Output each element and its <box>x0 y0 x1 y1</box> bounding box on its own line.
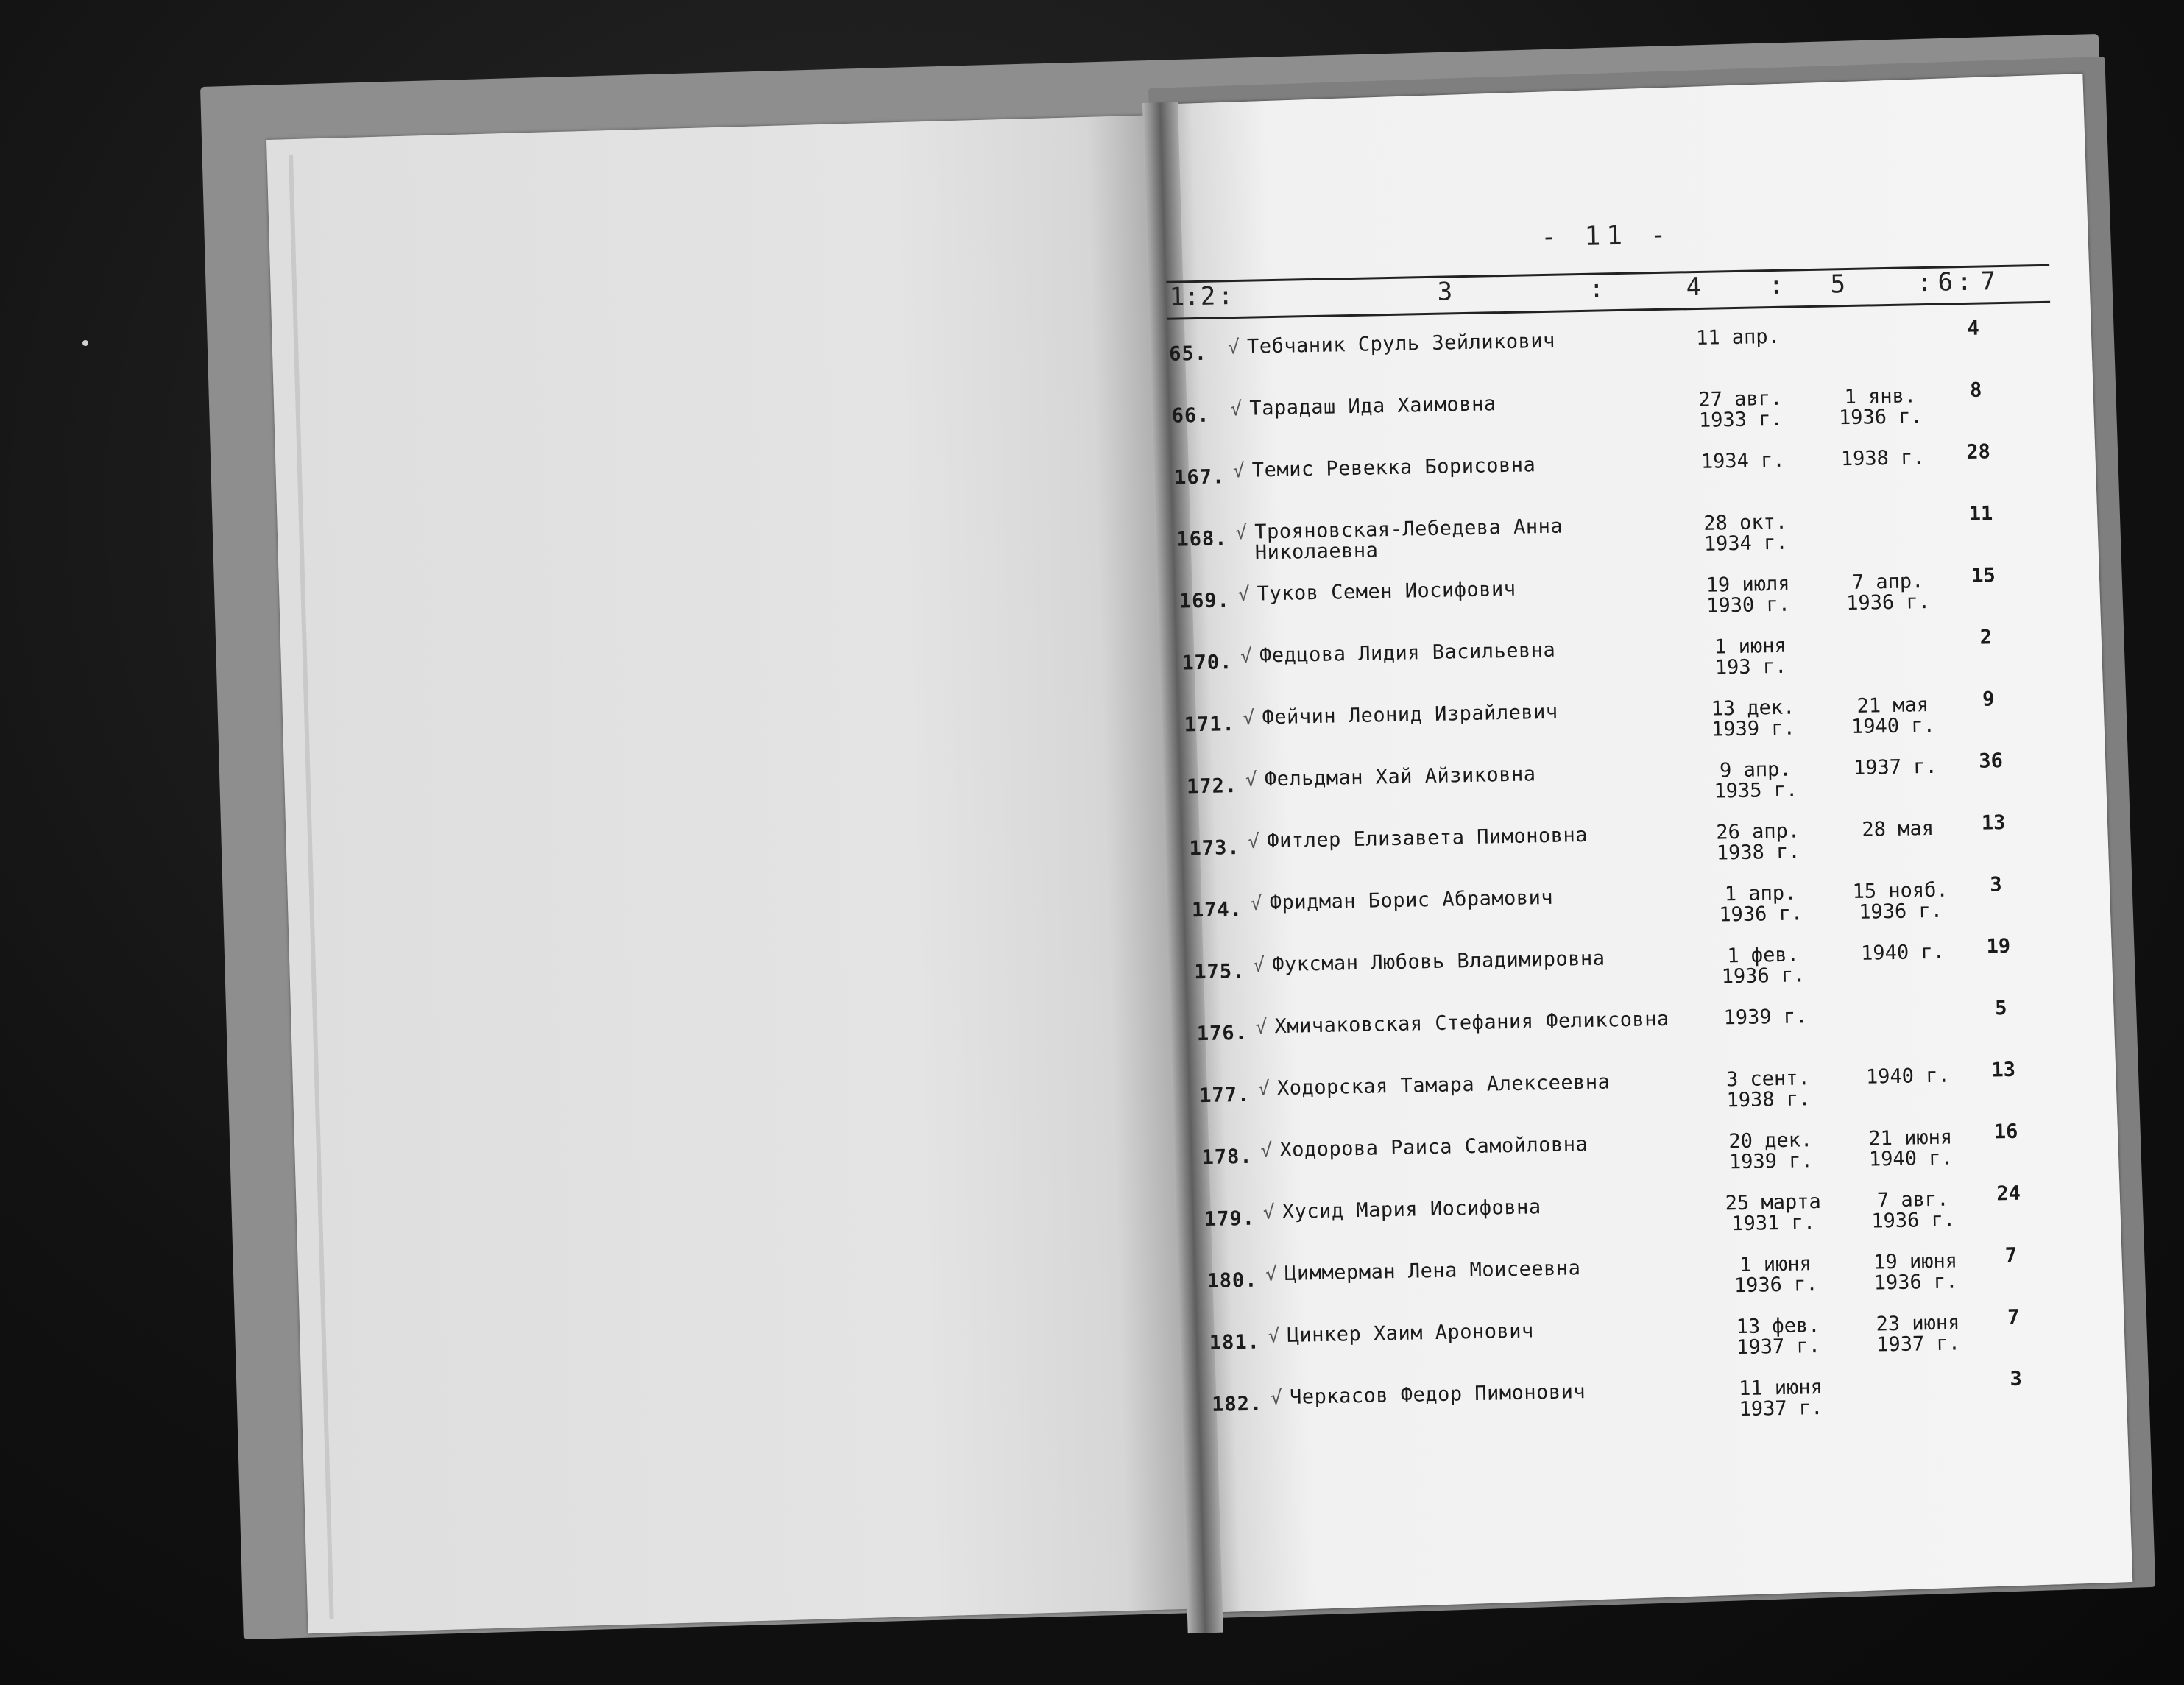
count-column-6: 3 <box>1990 873 2002 897</box>
check-mark-icon: √ <box>1240 645 1253 668</box>
date-column-4: 3 сент. 1938 г. <box>1725 1067 1811 1112</box>
count-column-6: 5 <box>1994 997 2007 1020</box>
person-name: Федцова Лидия Васильевна <box>1259 638 1556 668</box>
check-mark-icon: √ <box>1255 1016 1268 1039</box>
row-number: 174. <box>1191 897 1243 922</box>
count-column-6: 13 <box>1981 811 2006 835</box>
check-mark-icon: √ <box>1250 892 1262 915</box>
row-number: 167. <box>1173 465 1226 490</box>
date-column-5: 1 янв. 1936 г. <box>1838 384 1923 430</box>
date-column-4: 26 апр. 1938 г. <box>1716 819 1800 865</box>
date-column-5: 1938 г. <box>1840 446 1925 471</box>
person-name: Хусид Мария Иосифовна <box>1282 1195 1541 1223</box>
person-name: Циммерман Лена Моисеевна <box>1284 1257 1581 1285</box>
person-name: Тебчаник Сруль Зейликович <box>1246 329 1556 358</box>
check-mark-icon: √ <box>1260 1140 1273 1162</box>
check-mark-icon: √ <box>1230 398 1243 421</box>
person-name: Ходорова Раиса Самойловна <box>1279 1133 1588 1162</box>
check-mark-icon: √ <box>1235 521 1248 545</box>
date-column-5: 23 июня 1937 г. <box>1876 1311 1961 1357</box>
person-name: Темис Ревекка Борисовна <box>1251 453 1536 482</box>
date-column-5: 28 мая <box>1862 816 1934 841</box>
row-number: 169. <box>1178 589 1231 613</box>
header-rule-bottom <box>1167 301 2050 320</box>
page-number: - 11 - <box>1540 219 1672 253</box>
date-column-5: 15 нояб. 1936 г. <box>1852 878 1948 924</box>
person-name: Черкасов Федор Пимонович <box>1289 1380 1586 1409</box>
row-number: 182. <box>1211 1392 1263 1416</box>
row-number: 171. <box>1184 713 1236 737</box>
row-number: 170. <box>1181 651 1233 675</box>
check-mark-icon: √ <box>1262 1201 1275 1224</box>
row-number: 173. <box>1189 836 1240 861</box>
row-number: 172. <box>1186 774 1238 799</box>
date-column-4: 11 апр. <box>1695 325 1781 350</box>
count-column-6: 4 <box>1967 317 1980 340</box>
column-header-4: 4 <box>1686 272 1702 303</box>
person-name: Цинкер Хаим Аронович <box>1287 1319 1535 1347</box>
count-column-6: 15 <box>1971 564 1996 587</box>
date-column-4: 27 авг. 1933 г. <box>1698 386 1784 432</box>
count-column-6: 3 <box>2010 1367 2023 1391</box>
left-page-blank <box>266 115 1198 1633</box>
column-header-2: 2 <box>1200 281 1216 311</box>
count-column-6: 7 <box>2004 1243 2018 1268</box>
row-number: 65. <box>1168 342 1208 366</box>
count-column-6: 13 <box>1991 1058 2016 1082</box>
date-column-4: 25 марта 1931 г. <box>1725 1190 1822 1236</box>
count-column-6: 2 <box>1979 626 1993 649</box>
count-column-6: 28 <box>1966 440 1991 464</box>
date-column-5: 19 июня 1936 г. <box>1873 1249 1958 1295</box>
date-column-5: 1940 г. <box>1865 1064 1951 1089</box>
date-column-4: 20 дек. 1939 г. <box>1728 1128 1814 1174</box>
column-header-sep: : <box>1184 281 1200 312</box>
row-number: 168. <box>1176 527 1228 551</box>
date-column-4: 13 фев. 1937 г. <box>1736 1314 1821 1360</box>
person-name: Трояновская-Лебедева Анна Николаевна <box>1254 515 1563 565</box>
date-column-5: 7 апр. 1936 г. <box>1845 570 1931 615</box>
person-name: Тарадаш Ида Хаимовна <box>1249 392 1496 420</box>
person-name: Фуксман Любовь Владимировна <box>1271 947 1605 977</box>
column-header-sep: : <box>1218 281 1234 311</box>
check-mark-icon: √ <box>1237 583 1250 606</box>
date-column-4: 1 июня 1936 г. <box>1734 1252 1818 1298</box>
date-column-5: 21 мая 1940 г. <box>1851 693 1936 739</box>
person-name: Туков Семен Иосифович <box>1257 577 1516 606</box>
date-column-4: 13 дек. 1939 г. <box>1711 696 1796 741</box>
check-mark-icon: √ <box>1257 1078 1270 1101</box>
column-header-7: 7 <box>1980 266 1996 297</box>
date-column-4: 19 июля 1930 г. <box>1706 572 1791 618</box>
count-column-6: 36 <box>1979 749 2004 773</box>
column-header-sep: : <box>1768 270 1784 301</box>
person-name: Фейчин Леонид Израйлевич <box>1262 700 1558 730</box>
date-column-5: 7 авг. 1936 г. <box>1871 1187 1956 1233</box>
date-column-5: 21 июня 1940 г. <box>1868 1126 1953 1171</box>
column-header-6: 6 <box>1937 267 1954 297</box>
column-header-5: 5 <box>1830 269 1846 300</box>
check-mark-icon: √ <box>1270 1387 1283 1410</box>
person-name: Ходорская Тамара Алексеевна <box>1276 1070 1611 1101</box>
person-name: Хмичаковская Стефания Феликсовна <box>1274 1007 1669 1039</box>
date-column-5 <box>1808 323 1948 326</box>
row-number: 178. <box>1201 1145 1253 1170</box>
person-name: Фридман Борис Абрамович <box>1269 886 1554 915</box>
register-rows <box>1160 317 2079 1452</box>
check-mark-icon: √ <box>1227 336 1240 359</box>
column-header-1: 1 <box>1169 282 1185 312</box>
count-column-6: 7 <box>2007 1305 2020 1329</box>
count-column-6: 24 <box>1996 1181 2021 1206</box>
column-header-sep: : <box>1957 266 1973 297</box>
row-number: 179. <box>1204 1207 1256 1232</box>
date-column-4: 9 апр. 1935 г. <box>1714 757 1798 803</box>
check-mark-icon: √ <box>1245 769 1257 791</box>
person-name: Фельдман Хай Айзиковна <box>1264 763 1536 791</box>
count-column-6: 19 <box>1986 934 2011 958</box>
column-header-sep: : <box>1588 274 1605 304</box>
date-column-5: 1937 г. <box>1853 755 1937 780</box>
column-header-sep: : <box>1917 267 1933 298</box>
row-number: 175. <box>1194 959 1245 984</box>
check-mark-icon: √ <box>1243 707 1255 730</box>
row-number: 176. <box>1196 1021 1248 1046</box>
column-header-3: 3 <box>1437 277 1453 307</box>
date-column-4: 1 фев. 1936 г. <box>1721 943 1806 989</box>
check-mark-icon: √ <box>1265 1263 1278 1286</box>
row-number: 177. <box>1198 1083 1251 1108</box>
date-column-4: 1 апр. 1936 г. <box>1718 881 1803 927</box>
date-column-4: 1934 г. <box>1700 448 1785 473</box>
check-mark-icon: √ <box>1268 1325 1280 1348</box>
date-column-5: 1940 г. <box>1860 940 1946 965</box>
date-column-4: 11 июня 1937 г. <box>1738 1375 1823 1421</box>
count-column-6: 8 <box>1969 378 1982 402</box>
count-column-6: 16 <box>1993 1120 2018 1144</box>
date-column-4: 1 июня 193 г. <box>1714 634 1787 679</box>
row-number: 180. <box>1206 1268 1258 1293</box>
typed-list-sheet <box>1157 174 2080 1487</box>
dust-speck <box>82 340 88 346</box>
check-mark-icon: √ <box>1252 954 1265 977</box>
check-mark-icon: √ <box>1232 459 1245 483</box>
date-column-4: 28 окт. 1934 г. <box>1703 510 1788 556</box>
count-column-6: 11 <box>1968 502 1993 526</box>
person-name: Фитлер Елизавета Пимоновна <box>1267 823 1588 853</box>
check-mark-icon: √ <box>1248 830 1260 853</box>
row-number: 66. <box>1171 403 1210 428</box>
date-column-4: 1939 г. <box>1723 1005 1808 1030</box>
row-number: 181. <box>1209 1330 1261 1354</box>
count-column-6: 9 <box>1982 688 1995 711</box>
